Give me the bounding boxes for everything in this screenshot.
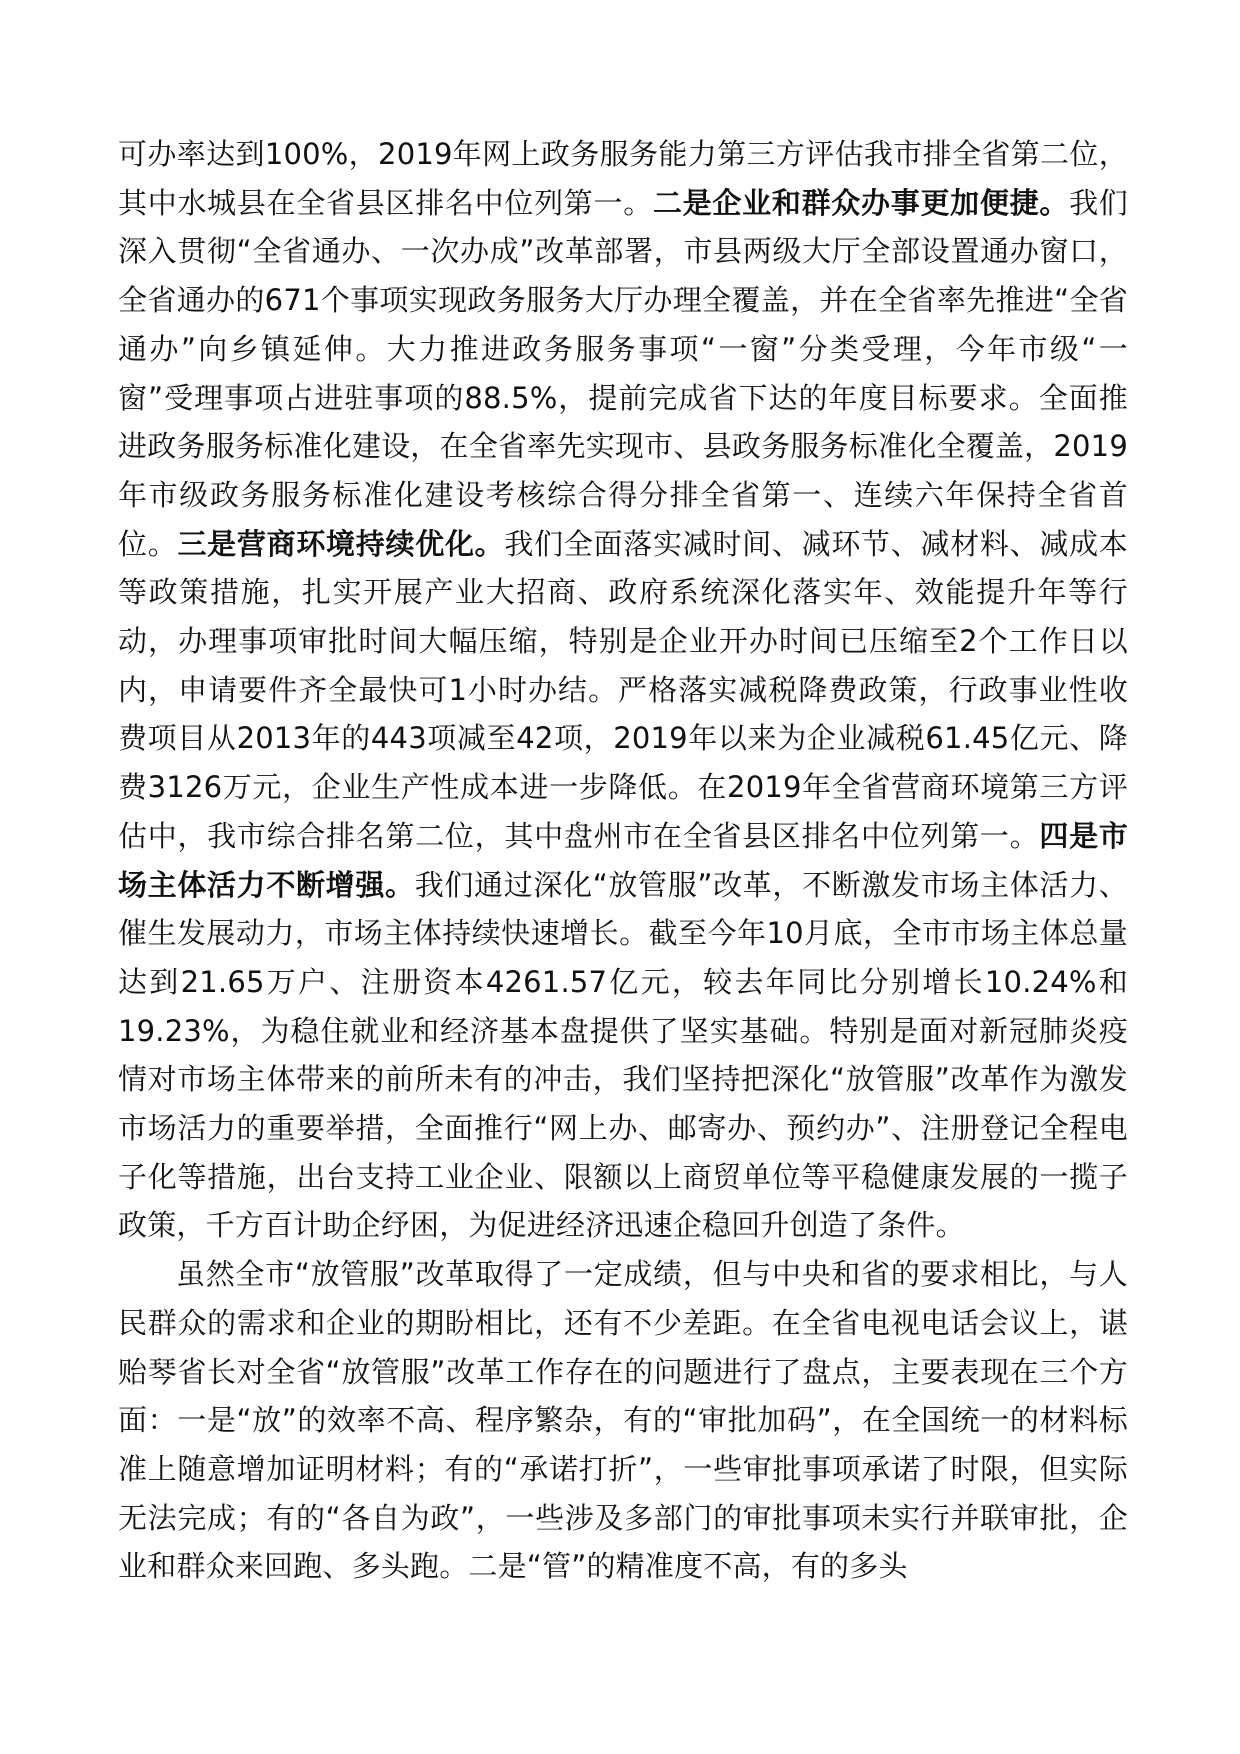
- text-segment: 可办率达到100%，2019年网上政务服务能力第三方评估我市排全省第二位，其中水城县在全省县区排名中位列第一。: [118, 137, 1128, 220]
- text-segment: 我们全面落实减时间、减环节、减材料、减成本等政策措施，扎实开展产业大招商、政府系统深化落实年、效能提升年等行动，办理事项审批时间大幅压缩，特别是企业开办时间已压缩至2个工作日以内，申请要件齐全最快可1小时办结。严格落实减税降费政策，行政事业性收费项目从2013年的443项减至42项，2019年以来为企业减税61.45亿元、降费3126万元，企业生产性成本进一步降低。在2019年全省营商环境第三方评估中，我市综合排名第二位，其中盘州市在全省县区排名中位列第一。: [118, 526, 1129, 853]
- text-segment: 我们通过深化“放管服”改革，不断激发市场主体活力、催生发展动力，市场主体持续快速增长。截至今年10月底，全市市场主体总量达到21.65万户、注册资本4261.57亿元，较去年同比分别增长10.24%和19.23%，为稳住就业和经济基本盘提供了坚实基础。特别是面对新冠肺炎疫情对市场主体带来的前所未有的冲击，我们坚持把深化“放管服”改革作为激发市场活力的重要举措，全面推行“网上办、邮寄办、预约办”、注册登记全程电子化等措施，出台支持工业企业、限额以上商贸单位等平稳健康发展的一揽子政策，千方百计助企纾困，为促进经济迅速企稳回升创造了条件。: [118, 867, 1128, 1243]
- bold-heading-business-environment: 三是营商环境持续优化。: [177, 526, 505, 561]
- text-segment: 我们深入贯彻“全省通办、一次办成”改革部署，市县两级大厅全部设置通办窗口，全省通办的671个事项实现政务服务大厅办理全覆盖，并在全省率先推进“全省通办”向乡镇延伸。大力推进政务服务事项“一窗”分类受理，今年市级“一窗”受理事项占进驻事项的88.5%，提前完成省下达的年度目标要求。全面推进政务服务标准化建设，在全省率先实现市、县政务服务标准化全覆盖，2019年市级政务服务标准化建设考核综合得分排全省第一、连续六年保持全省首位。: [118, 185, 1128, 561]
- paragraph-achievements: [118, 130, 1128, 1250]
- paragraph-shortcomings: [118, 1250, 1128, 1591]
- body-text: [118, 130, 1128, 1591]
- bold-heading-convenience: 二是企业和群众办事更加便捷。: [652, 185, 1070, 220]
- bold-heading-market-vitality: 四是市场主体活力不断增强。: [118, 818, 1129, 902]
- text-segment: 虽然全市“放管服”改革取得了一定成绩，但与中央和省的要求相比，与人民群众的需求和企业的期盼相比，还有不少差距。在全省电视电话会议上，谌贻琴省长对全省“放管服”改革工作存在的问题进行了盘点，主要表现在三个方面：一是“放”的效率不高、程序繁杂，有的“审批加码”，在全国统一的材料标准上随意增加证明材料；有的“承诺打折”，一些审批事项承诺了时限，但实际无法完成；有的“各自为政”，一些涉及多部门的审批事项未实行并联审批，企业和群众来回跑、多头跑。二是“管”的精准度不高，有的多头: [118, 1257, 1128, 1584]
